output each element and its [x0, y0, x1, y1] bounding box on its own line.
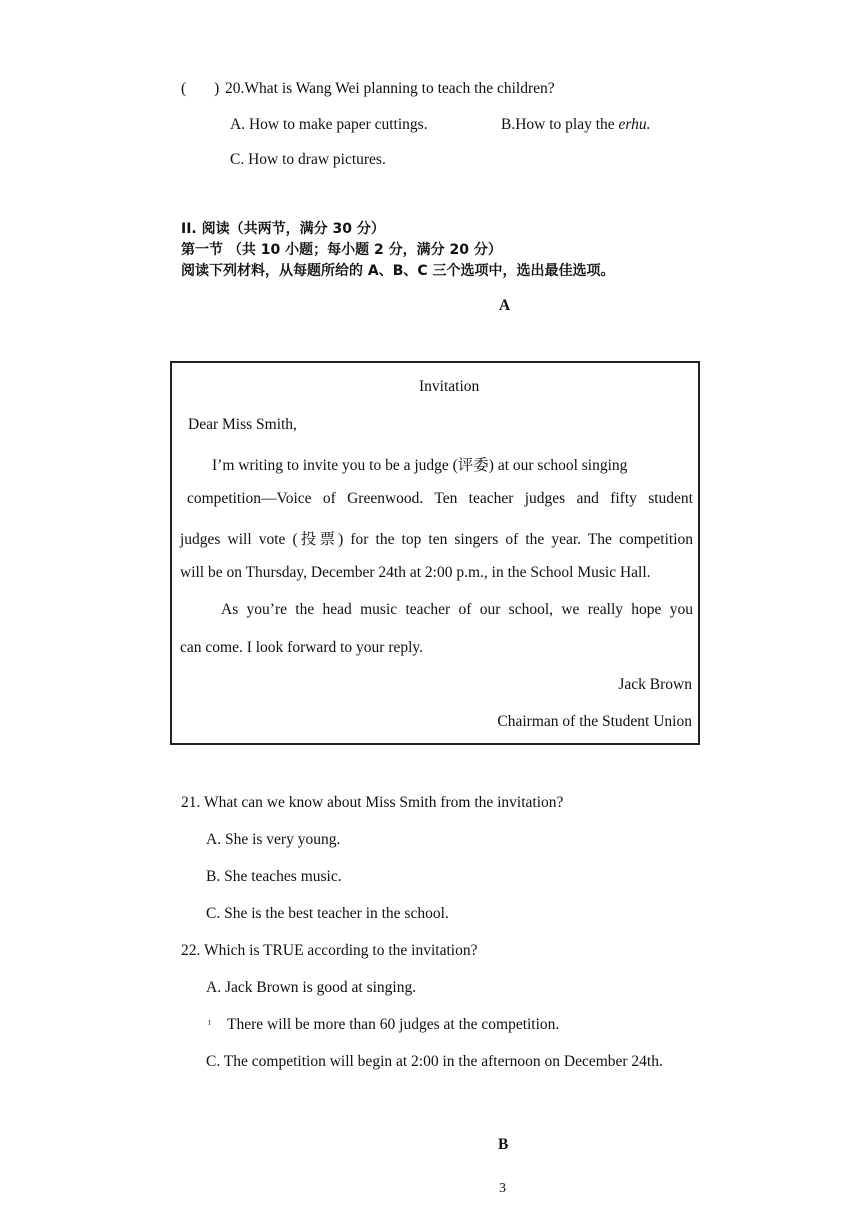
invitation-line-4: will be on Thursday, December 24th at 2:00 p.m., in the School Music Hall. [180, 564, 651, 581]
question-21-stem: 21. What can we know about Miss Smith from the invitation? [181, 794, 564, 811]
question-22-option-b: There will be more than 60 judges at the competition. [227, 1016, 560, 1033]
question-20-stem: 20.What is Wang Wei planning to teach the children? [225, 80, 555, 97]
question-20 [181, 80, 555, 98]
question-21-option-a: A. She is very young. [206, 831, 341, 848]
invitation-greeting: Dear Miss Smith, [188, 416, 297, 433]
invitation-line-1: I’m writing to invite you to be a judge (评委) at our school singing [212, 457, 628, 474]
invitation-line-6: can come. I look forward to your reply. [180, 639, 424, 656]
passage-label-a: A [499, 297, 511, 314]
question-22-stem: 22. Which is TRUE according to the invitation? [181, 942, 478, 959]
question-20-option-a: A. How to make paper cuttings. [230, 116, 428, 133]
passage-label-b: B [498, 1136, 509, 1153]
page-number: 3 [499, 1181, 506, 1196]
signature-name: Jack Brown [618, 676, 692, 693]
question-21-option-c: C. She is the best teacher in the school. [206, 905, 449, 922]
invitation-title: Invitation [419, 378, 480, 395]
question-20-option-c: C. How to draw pictures. [230, 151, 386, 168]
section-heading: II. 阅读（共两节，满分 30 分） [181, 221, 385, 237]
question-22-option-b-mark: ɪ [208, 1016, 212, 1028]
question-22-option-c: C. The competition will begin at 2:00 in the afternoon on December 24th. [206, 1053, 663, 1070]
invitation-line-3: judges will vote (投票) for the top ten singers of the year. The competition [180, 531, 693, 548]
answer-bracket: ( ) [181, 80, 220, 97]
question-22-option-a: A. Jack Brown is good at singing. [206, 979, 417, 996]
question-20-option-b: B.How to play the erhu. [501, 116, 651, 133]
invitation-line-2: competition—Voice of Greenwood. Ten teacher judges and fifty student [187, 490, 693, 507]
question-21-option-b: B. She teaches music. [206, 868, 342, 885]
part-heading: 第一节 （共 10 小题；每小题 2 分，满分 20 分） [181, 242, 502, 258]
signature-title: Chairman of the Student Union [497, 713, 692, 730]
section-instruction: 阅读下列材料，从每题所给的 A、B、C 三个选项中，选出最佳选项。 [181, 263, 615, 279]
invitation-line-5: As you’re the head music teacher of our school, we really hope you [221, 601, 693, 618]
